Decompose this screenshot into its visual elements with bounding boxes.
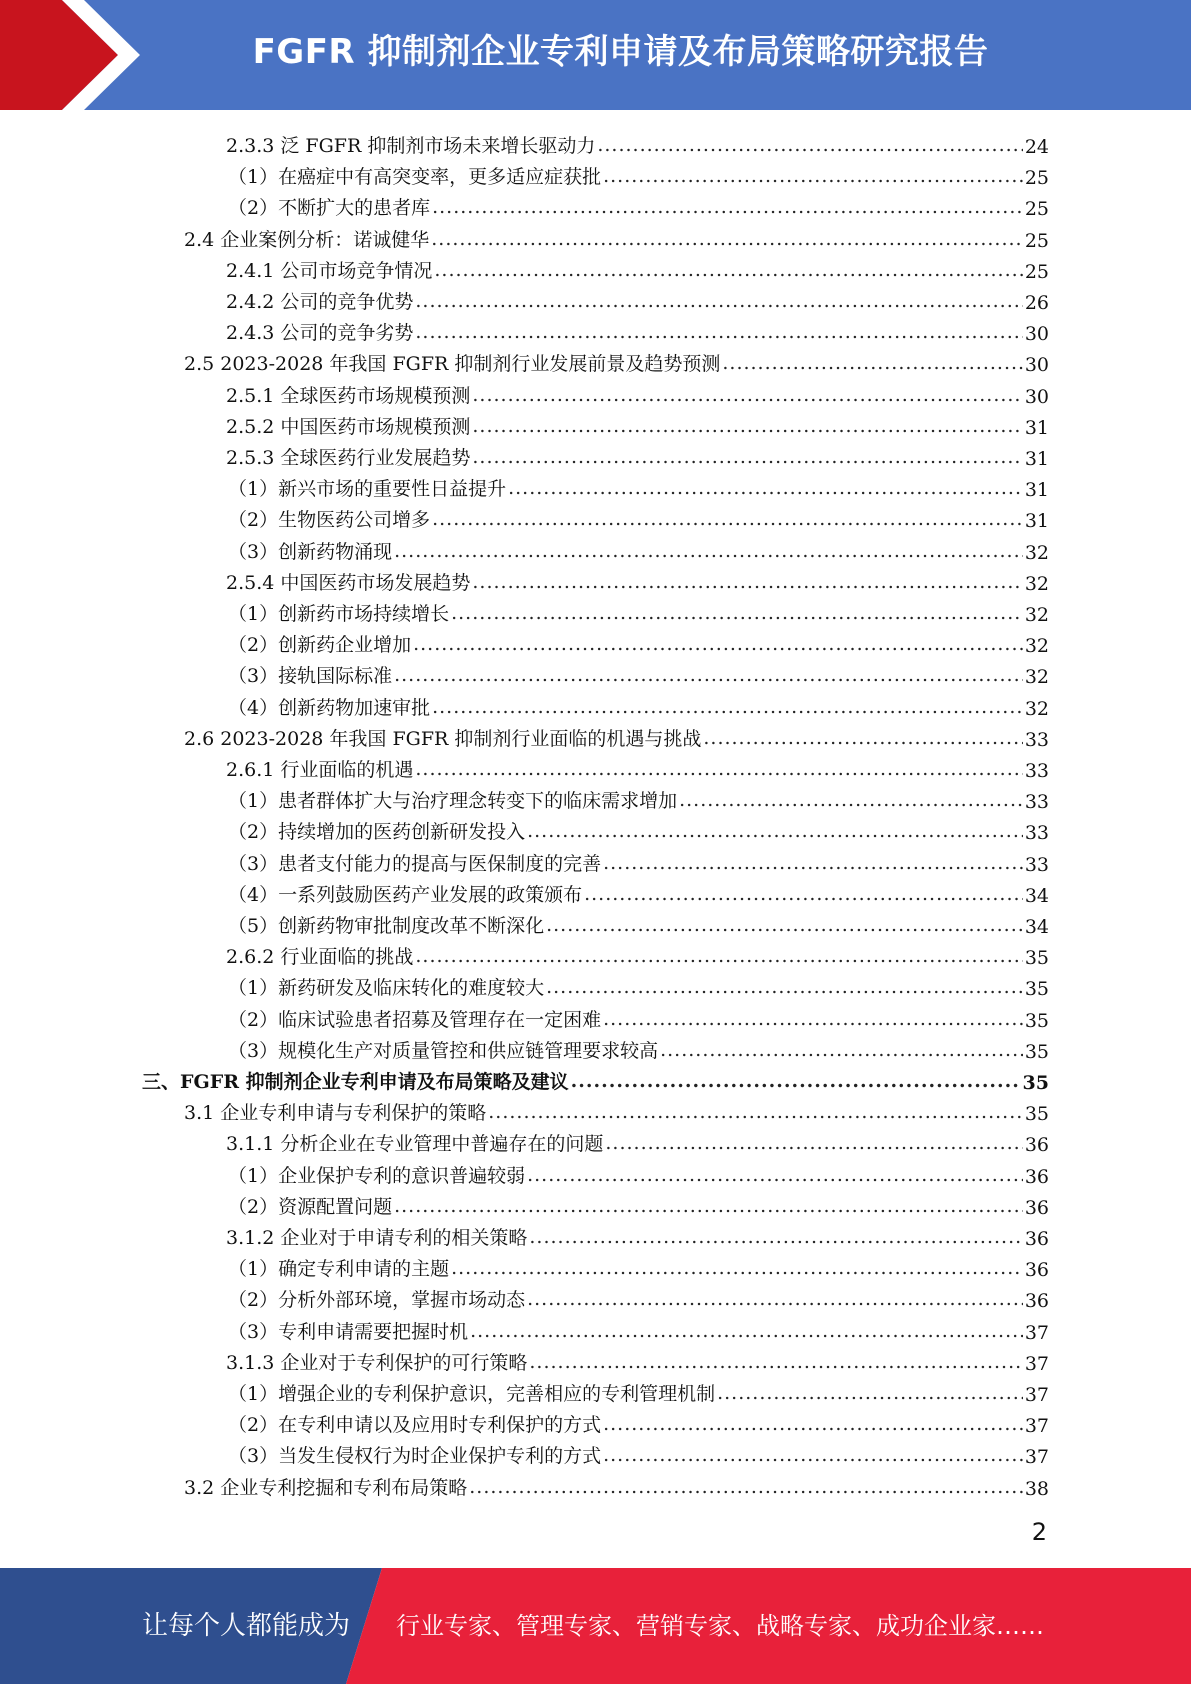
toc-entry-label: （1）在癌症中有高突变率，更多适应症获批 — [228, 166, 602, 188]
toc-entry-page: 35 — [1022, 1072, 1049, 1094]
toc-entry-label: 2.6.2 行业面临的挑战 — [226, 946, 414, 968]
toc-entry-page: 35 — [1024, 1010, 1049, 1032]
toc-entry-label: （2）分析外部环境，掌握市场动态 — [228, 1289, 526, 1311]
toc-entry-page: 36 — [1024, 1290, 1049, 1312]
toc-entry-page: 24 — [1024, 136, 1049, 158]
toc-leader-dots — [415, 945, 1022, 967]
toc-entry-page: 33 — [1024, 760, 1049, 782]
toc-entry[interactable] — [228, 689, 1049, 720]
toc-entry-page: 25 — [1024, 198, 1049, 220]
toc-entry-label: （1）企业保护专利的意识普遍较弱 — [228, 1165, 526, 1187]
toc-leader-dots — [472, 571, 1022, 593]
page-header — [0, 0, 1191, 110]
toc-leader-dots — [571, 1070, 1021, 1092]
toc-leader-dots — [394, 540, 1023, 562]
toc-entry-page: 32 — [1024, 635, 1049, 657]
toc-entry-page: 34 — [1024, 916, 1049, 938]
toc-entry[interactable] — [228, 158, 1049, 189]
toc-entry-label: 2.4.1 公司市场竞争情况 — [226, 260, 433, 282]
toc-entry-page: 32 — [1024, 542, 1049, 564]
toc-leader-dots — [451, 1257, 1023, 1279]
toc-leader-dots — [432, 696, 1023, 718]
toc-entry-label: 3.1.2 企业对于申请专利的相关策略 — [226, 1227, 528, 1249]
toc-entry[interactable] — [142, 1063, 1049, 1094]
toc-entry[interactable] — [226, 252, 1049, 283]
toc-entry-label: 3.1.1 分析企业在专业管理中普遍存在的问题 — [226, 1133, 604, 1155]
toc-entry-label: （3）创新药物涌现 — [228, 541, 393, 563]
toc-entry[interactable] — [228, 1437, 1049, 1468]
toc-leader-dots — [488, 1101, 1023, 1123]
toc-leader-dots — [472, 446, 1022, 468]
toc-entry[interactable] — [228, 1157, 1049, 1188]
toc-entry[interactable] — [228, 876, 1049, 907]
toc-entry[interactable] — [226, 377, 1049, 408]
toc-leader-dots — [527, 820, 1023, 842]
toc-entry-page: 37 — [1024, 1353, 1049, 1375]
toc-leader-dots — [527, 1288, 1023, 1310]
toc-entry-label: （2）资源配置问题 — [228, 1196, 393, 1218]
toc-entry-page: 31 — [1024, 448, 1049, 470]
toc-entry[interactable] — [228, 1001, 1049, 1032]
toc-entry-label: 2.4 企业案例分析：诺诚健华 — [184, 229, 430, 251]
page-footer — [0, 1568, 1191, 1684]
toc-entry[interactable] — [226, 564, 1049, 595]
toc-entry-page: 31 — [1024, 510, 1049, 532]
toc-leader-dots — [584, 883, 1023, 905]
toc-entry[interactable] — [228, 1250, 1049, 1281]
toc-entry-label: （4）一系列鼓励医药产业发展的政策颁布 — [228, 884, 583, 906]
toc-entry-page: 25 — [1024, 230, 1049, 252]
toc-entry-label: （4）创新药物加速审批 — [228, 697, 431, 719]
toc-leader-dots — [603, 1413, 1023, 1435]
toc-entry-label: 三、FGFR 抑制剂企业专利申请及布局策略及建议 — [142, 1071, 569, 1093]
toc-entry-label: 2.6 2023-2028 年我国 FGFR 抑制剂行业面临的机遇与挑战 — [184, 728, 702, 750]
toc-entry[interactable] — [184, 1094, 1049, 1125]
toc-entry-page: 32 — [1024, 666, 1049, 688]
toc-entry[interactable] — [228, 626, 1049, 657]
toc-entry-page: 25 — [1024, 261, 1049, 283]
toc-entry-label: （1）患者群体扩大与治疗理念转变下的临床需求增加 — [228, 790, 678, 812]
toc-entry[interactable] — [226, 1344, 1049, 1375]
toc-entry[interactable] — [228, 813, 1049, 844]
toc-entry[interactable] — [226, 314, 1049, 345]
toc-entry-label: （1）确定专利申请的主题 — [228, 1258, 450, 1280]
toc-entry-label: （3）患者支付能力的提高与医保制度的完善 — [228, 853, 602, 875]
toc-entry[interactable] — [226, 1219, 1049, 1250]
footer-slogan-right: 行业专家、管理专家、营销专家、战略专家、成功企业家…… — [396, 1612, 1044, 1640]
toc-leader-dots — [603, 852, 1023, 874]
toc-entry-label: （3）当发生侵权行为时企业保护专利的方式 — [228, 1445, 602, 1467]
toc-entry[interactable] — [226, 127, 1049, 158]
toc-leader-dots — [546, 914, 1023, 936]
toc-entry-label: （1）新药研发及临床转化的难度较大 — [228, 977, 545, 999]
toc-entry-page: 36 — [1024, 1197, 1049, 1219]
toc-entry-label: 2.5.4 中国医药市场发展趋势 — [226, 572, 471, 594]
toc-leader-dots — [413, 633, 1023, 655]
toc-leader-dots — [603, 165, 1023, 187]
toc-leader-dots — [546, 976, 1023, 998]
toc-entry-page: 36 — [1024, 1134, 1049, 1156]
toc-entry-page: 33 — [1024, 729, 1049, 751]
toc-entry-label: （2）持续增加的医药创新研发投入 — [228, 821, 526, 843]
toc-entry-label: （1）增强企业的专利保护意识，完善相应的专利管理机制 — [228, 1383, 716, 1405]
toc-leader-dots — [529, 1351, 1022, 1373]
toc-entry-label: （3）接轨国际标准 — [228, 665, 393, 687]
toc-entry-page: 35 — [1024, 1103, 1049, 1125]
toc-entry[interactable] — [226, 283, 1049, 314]
toc-entry[interactable] — [228, 1281, 1049, 1312]
toc-leader-dots — [469, 1476, 1023, 1498]
toc-entry-page: 36 — [1024, 1166, 1049, 1188]
toc-leader-dots — [415, 290, 1022, 312]
toc-entry-label: 2.5.2 中国医药市场规模预测 — [226, 416, 471, 438]
toc-entry[interactable] — [184, 720, 1049, 751]
toc-entry-page: 37 — [1024, 1322, 1049, 1344]
toc-entry-page: 34 — [1024, 885, 1049, 907]
toc-entry-page: 35 — [1024, 1041, 1049, 1063]
toc-entry-label: （5）创新药物审批制度改革不断深化 — [228, 915, 545, 937]
toc-entry-page: 32 — [1024, 573, 1049, 595]
toc-entry-label: 3.1.3 企业对于专利保护的可行策略 — [226, 1352, 528, 1374]
toc-entry-page: 37 — [1024, 1415, 1049, 1437]
toc-entry[interactable] — [226, 1125, 1049, 1156]
toc-leader-dots — [394, 1195, 1023, 1217]
toc-entry[interactable] — [228, 1313, 1049, 1344]
toc-leader-dots — [432, 196, 1023, 218]
toc-entry[interactable] — [228, 1032, 1049, 1063]
toc-leader-dots — [508, 477, 1023, 499]
toc-entry-label: （1）创新药市场持续增长 — [228, 603, 450, 625]
toc-leader-dots — [472, 384, 1022, 406]
toc-entry-label: 2.3.3 泛 FGFR 抑制剂市场未来增长驱动力 — [226, 135, 596, 157]
toc-entry[interactable] — [184, 1469, 1049, 1500]
toc-leader-dots — [470, 1320, 1023, 1342]
toc-leader-dots — [434, 259, 1022, 281]
toc-leader-dots — [605, 1132, 1022, 1154]
report-title: FGFR 抑制剂企业专利申请及布局策略研究报告 — [252, 32, 989, 72]
toc-entry-page: 33 — [1024, 822, 1049, 844]
toc-entry-page: 36 — [1024, 1259, 1049, 1281]
toc-leader-dots — [472, 415, 1022, 437]
toc-entry-label: 2.5.1 全球医药市场规模预测 — [226, 385, 471, 407]
toc-leader-dots — [451, 602, 1023, 624]
toc-entry-label: 2.5.3 全球医药行业发展趋势 — [226, 447, 471, 469]
toc-entry-page: 35 — [1024, 978, 1049, 1000]
toc-entry-label: （3）规模化生产对质量管控和供应链管理要求较高 — [228, 1040, 659, 1062]
toc-entry-page: 30 — [1024, 354, 1049, 376]
toc-entry-label: 2.5 2023-2028 年我国 FGFR 抑制剂行业发展前景及趋势预测 — [184, 353, 721, 375]
page-number: 2 — [1031, 1518, 1047, 1546]
toc-entry-label: 2.4.2 公司的竞争优势 — [226, 291, 414, 313]
toc-entry[interactable] — [228, 1188, 1049, 1219]
toc-entry[interactable] — [228, 845, 1049, 876]
toc-leader-dots — [717, 1382, 1023, 1404]
toc-leader-dots — [722, 352, 1022, 374]
toc-entry-page: 31 — [1024, 417, 1049, 439]
toc-entry[interactable] — [228, 782, 1049, 813]
toc-entry-label: 3.1 企业专利申请与专利保护的策略 — [184, 1102, 487, 1124]
toc-leader-dots — [527, 1164, 1023, 1186]
toc-entry-label: （2）创新药企业增加 — [228, 634, 412, 656]
toc-entry-page: 26 — [1024, 292, 1049, 314]
toc-entry-label: 2.4.3 公司的竞争劣势 — [226, 322, 414, 344]
toc-entry[interactable] — [226, 408, 1049, 439]
toc-leader-dots — [703, 727, 1022, 749]
toc-entry-page: 36 — [1024, 1228, 1049, 1250]
toc-entry[interactable] — [226, 439, 1049, 470]
toc-entry[interactable] — [228, 657, 1049, 688]
toc-entry-page: 30 — [1024, 323, 1049, 345]
toc-leader-dots — [394, 664, 1023, 686]
toc-entry-label: （2）生物医药公司增多 — [228, 509, 431, 531]
toc-entry-page: 37 — [1024, 1446, 1049, 1468]
toc-entry[interactable] — [228, 501, 1049, 532]
toc-leader-dots — [415, 758, 1022, 780]
footer-slogan-left: 让每个人都能成为 — [142, 1611, 351, 1641]
toc-entry-page: 35 — [1024, 947, 1049, 969]
toc-entry[interactable] — [228, 1406, 1049, 1437]
toc-entry-label: 2.6.1 行业面临的机遇 — [226, 759, 414, 781]
toc-leader-dots — [603, 1444, 1023, 1466]
toc-entry[interactable] — [228, 470, 1049, 501]
toc-entry-page: 25 — [1024, 167, 1049, 189]
toc-leader-dots — [415, 321, 1022, 343]
toc-leader-dots — [597, 134, 1022, 156]
toc-leader-dots — [529, 1226, 1022, 1248]
toc-entry[interactable] — [228, 907, 1049, 938]
toc-entry[interactable] — [228, 969, 1049, 1000]
toc-leader-dots — [603, 1008, 1023, 1030]
toc-entry-page: 32 — [1024, 604, 1049, 626]
toc-entry-page: 37 — [1024, 1384, 1049, 1406]
toc-entry-page: 32 — [1024, 698, 1049, 720]
toc-entry-page: 33 — [1024, 854, 1049, 876]
toc-entry[interactable] — [228, 533, 1049, 564]
toc-entry-label: （2）在专利申请以及应用时专利保护的方式 — [228, 1414, 602, 1436]
toc-entry-page: 33 — [1024, 791, 1049, 813]
toc-leader-dots — [660, 1039, 1023, 1061]
toc-entry-label: （2）临床试验患者招募及管理存在一定困难 — [228, 1009, 602, 1031]
toc-entry[interactable] — [226, 751, 1049, 782]
toc-entry-page: 30 — [1024, 386, 1049, 408]
toc-entry[interactable] — [228, 595, 1049, 626]
toc-leader-dots — [679, 789, 1023, 811]
toc-leader-dots — [431, 228, 1023, 250]
toc-entry-page: 31 — [1024, 479, 1049, 501]
toc-leader-dots — [432, 508, 1023, 530]
toc-entry-label: （2）不断扩大的患者库 — [228, 197, 431, 219]
toc-entry-label: 3.2 企业专利挖掘和专利布局策略 — [184, 1477, 468, 1499]
toc-entry[interactable] — [228, 189, 1049, 220]
toc-entry-page: 38 — [1024, 1478, 1049, 1500]
toc-entry[interactable] — [184, 221, 1049, 252]
toc-entry-label: （1）新兴市场的重要性日益提升 — [228, 478, 507, 500]
toc-entry-label: （3）专利申请需要把握时机 — [228, 1321, 469, 1343]
toc-entry[interactable] — [184, 345, 1049, 376]
toc-entry[interactable] — [228, 1375, 1049, 1406]
toc-entry[interactable] — [226, 938, 1049, 969]
